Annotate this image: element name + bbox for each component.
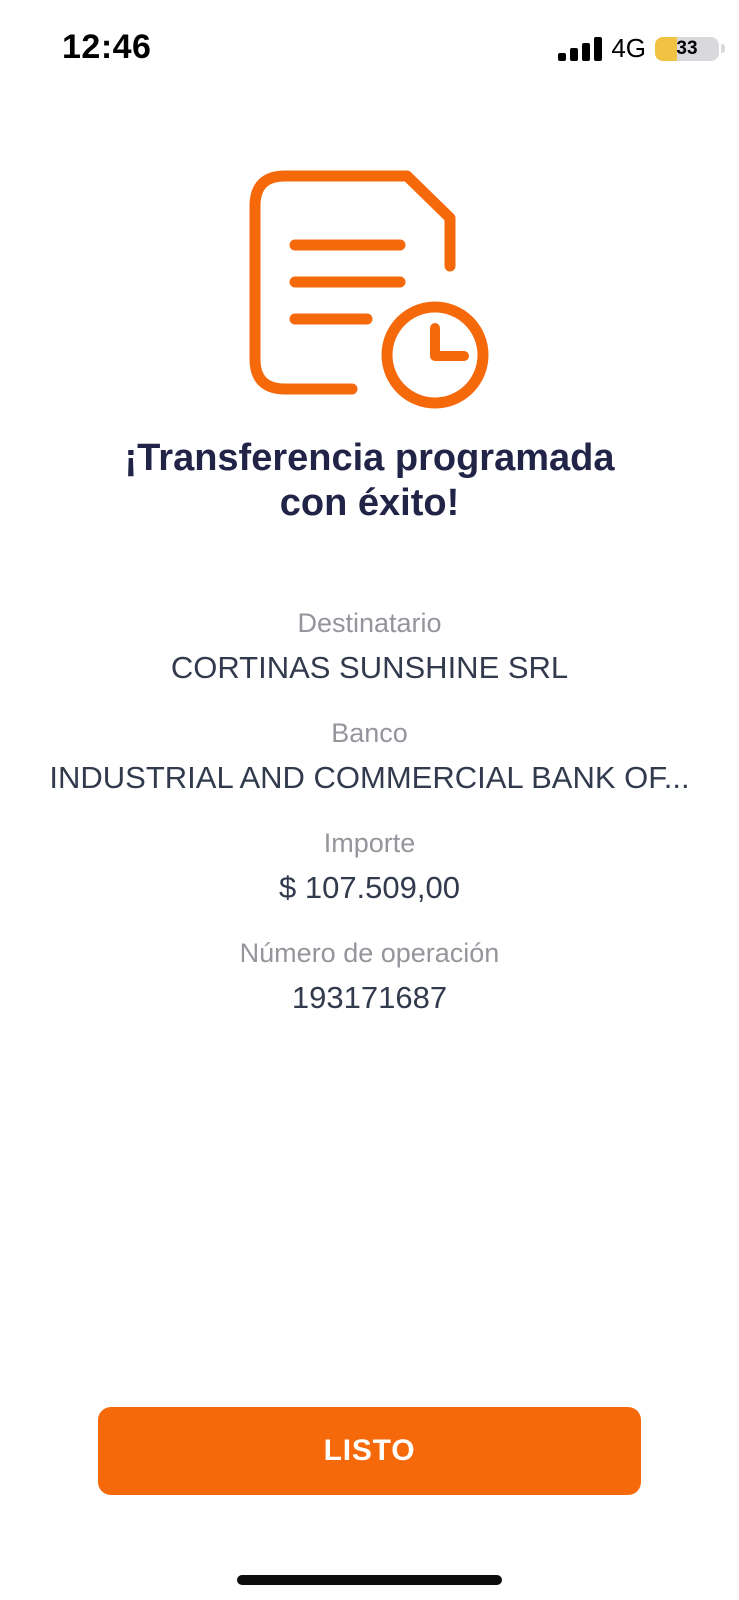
- detail-label: Destinatario: [297, 608, 442, 638]
- detail-label: Número de operación: [239, 938, 500, 968]
- amount-value: $ 107.509,00: [278, 870, 460, 905]
- cellular-signal-icon: [558, 37, 602, 61]
- detail-row-numero-operacion: [0, 936, 739, 1017]
- battery-cap: [721, 44, 725, 53]
- network-type-label: 4G: [611, 33, 646, 63]
- status-time: 12:46: [62, 28, 152, 66]
- detail-row-destinatario: [0, 606, 739, 687]
- status-indicators: [558, 33, 725, 64]
- detail-label: Banco: [331, 718, 408, 748]
- transfer-details: [0, 606, 739, 1046]
- scheduled-document-clock-icon: [249, 170, 489, 410]
- operation-number-value: 193171687: [291, 980, 448, 1015]
- done-button[interactable]: LISTO: [98, 1407, 641, 1495]
- detail-label: Importe: [323, 828, 416, 858]
- detail-row-importe: [0, 826, 739, 907]
- success-title-wrap: [0, 436, 739, 526]
- page-title: ¡Transferencia programada con éxito!: [124, 437, 615, 524]
- status-bar: [0, 0, 739, 80]
- battery-percent-label: 33: [676, 37, 698, 59]
- detail-row-banco: [0, 716, 739, 797]
- home-indicator-handle[interactable]: [237, 1575, 502, 1585]
- recipient-value: CORTINAS SUNSHINE SRL: [170, 650, 569, 685]
- bank-value: INDUSTRIAL AND COMMERCIAL BANK OF...: [49, 760, 690, 795]
- clock-hands: [435, 328, 464, 356]
- battery-icon: [655, 37, 719, 61]
